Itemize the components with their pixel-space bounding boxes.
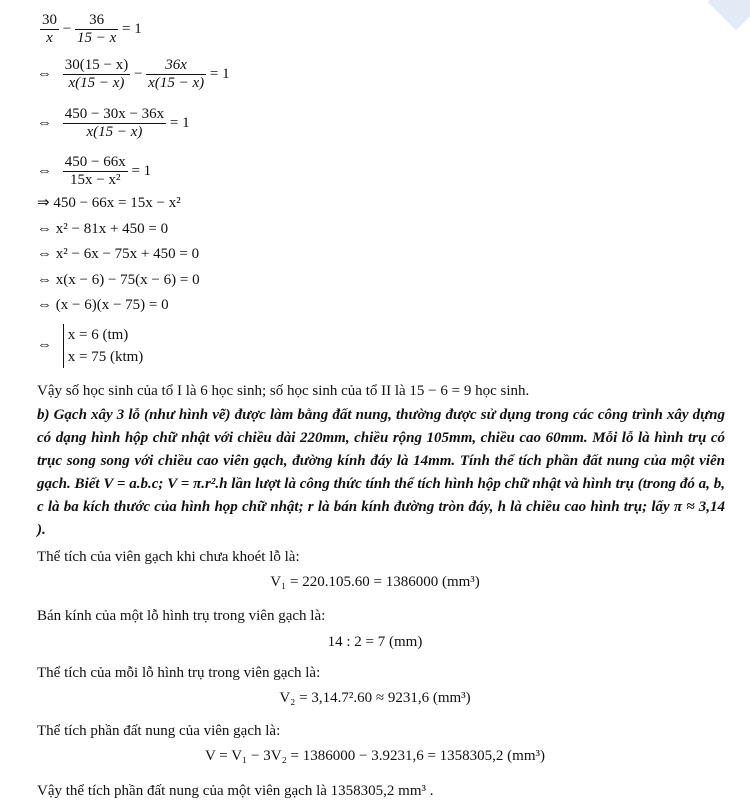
rhs: = 1 (122, 20, 142, 37)
final-answer: Vậy thể tích phần đất nung của một viên gạch là 1358305,2 mm³ . (37, 783, 434, 799)
denominator: 15x − x² (63, 171, 128, 189)
numerator: 30 (42, 12, 57, 28)
rhs: = 1 (131, 162, 152, 179)
equation-step-10 (37, 324, 143, 368)
solution-step-2-equation: 14 : 2 = 7 (mm) (327, 634, 423, 650)
solution-step-2-text: Bán kính của một lỗ hình trụ trong viên gạch là: (37, 608, 326, 624)
denominator: x(15 − x) (63, 123, 166, 141)
operator: − (62, 20, 72, 37)
solution-step-1-text: Thể tích của viên gạch khi chưa khoét lỗ là: (37, 549, 300, 565)
conclusion-part-a: Vậy số học sinh của tổ I là 6 học sinh; số học sinh của tổ II là 15 − 6 = 9 học sinh. (37, 383, 530, 399)
page-corner-decoration (708, 0, 750, 30)
equation-step-9: ⇔ (x − 6)(x − 75) = 0 (37, 297, 169, 313)
equation-step-5: ⇒ 450 − 66x = 15x − x² (37, 195, 181, 211)
numerator: 36x (165, 57, 187, 73)
denominator: 15 − x (76, 30, 117, 46)
solution-step-1-equation: V₁ = 220.105.60 = 1386000 (mm³) (270, 574, 480, 590)
equation-step-3 (37, 106, 190, 141)
equivalence-symbol: ⇔ (37, 337, 52, 354)
problem-b-statement: b) Gạch xây 3 lỗ (như hình vẽ) được làm bằng đất nung, thường được sử dụng trong các công trình xây dựng có dạng hình hộp chữ nhật với chiều dài 220mm, chiều rộng 105mm, chiều cao 60mm. Mỗi lỗ là hình trụ có trục song song với chiều cao viên gạch, đường kính đáy là 14mm. Tính thể tích phần đất nung của một viên gạch. Biết V = a.b.c; V = π.r².h lần lượt là công thức tính thể tích hình hộp chữ nhật và hình trụ (trong đó a, b, c là ba kích thước của hình họp chữ nhật; r là bán kính đường tròn đáy, h là chiều cao hình trụ; lấy π ≈ 3,14 ). (37, 407, 725, 538)
solution-step-3-text: Thể tích của mỗi lỗ hình trụ trong viên gạch là: (37, 665, 321, 681)
solution-step-4-equation: V = V₁ − 3V₂ = 1386000 − 3.9231,6 = 1358305,2 (mm³) (204, 748, 546, 764)
numerator: 450 − 30x − 36x (64, 106, 165, 122)
equivalence-symbol: ⇔ (37, 114, 52, 131)
equation-step-8: ⇔ x(x − 6) − 75(x − 6) = 0 (37, 272, 200, 288)
operator: − (133, 65, 143, 82)
numerator: 30(15 − x) (64, 57, 129, 73)
solution-rejected: x = 75 (ktm) (67, 349, 144, 365)
denominator: x(15 − x) (148, 75, 205, 91)
equivalence-symbol: ⇔ (37, 65, 52, 82)
equation-step-6: ⇔ x² − 81x + 450 = 0 (37, 221, 169, 237)
solution-accepted: x = 6 (tm) (67, 327, 129, 343)
numerator: 36 (89, 12, 105, 28)
equation-step-1 (40, 12, 142, 47)
equation-step-7: ⇔ x² − 6x − 75x + 450 = 0 (37, 246, 200, 262)
denominator: x(15 − x) (63, 74, 130, 92)
solution-system (63, 324, 144, 368)
rhs: = 1 (209, 65, 230, 82)
equivalence-symbol: ⇔ (37, 162, 52, 179)
rhs: = 1 (169, 114, 190, 131)
denominator: x (40, 29, 59, 47)
equation-step-2 (37, 57, 230, 92)
numerator: 450 − 66x (64, 154, 126, 170)
solution-step-3-equation: V₂ = 3,14.7².60 ≈ 9231,6 (mm³) (279, 690, 471, 706)
solution-step-4-text: Thể tích phần đất nung của viên gạch là: (37, 723, 281, 739)
equation-step-4 (37, 154, 151, 189)
